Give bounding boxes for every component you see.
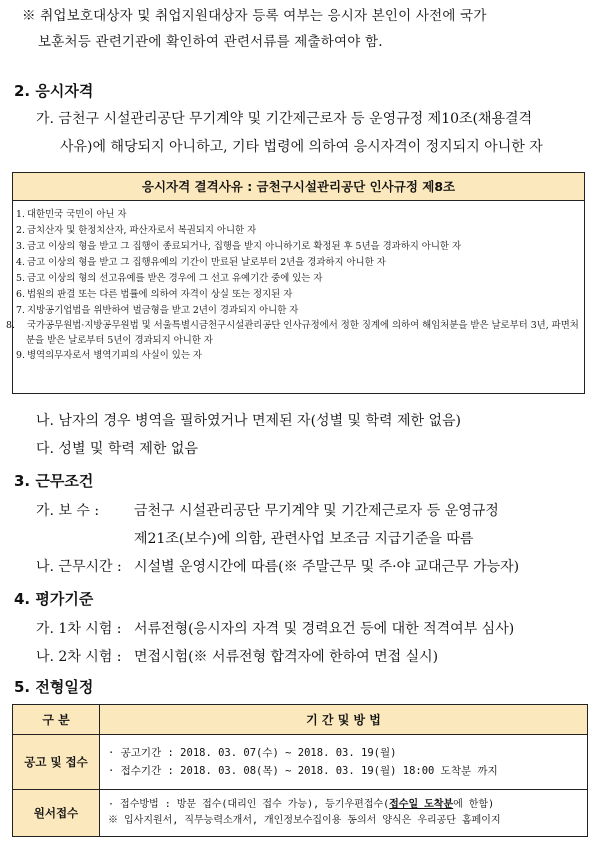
disqualification-item: 1. 대한민국 국민이 아닌 자 [16, 209, 127, 220]
col-category-header: 구 분 [13, 705, 100, 735]
row-body-application [100, 790, 588, 837]
row-body-notice [100, 735, 588, 790]
hours-label: 나. 근무시간 : [36, 559, 122, 575]
arrival-emphasis: 접수일 도착분 [389, 799, 454, 810]
disqualification-item: 4. 금고 이상의 형을 받고 그 집행유예의 기간이 만료된 날로부터 2년을 경과하지 아니한 자 [16, 257, 386, 268]
table-row [13, 735, 588, 790]
disqualification-box-title: 응시자격 결격사유 : 금천구시설관리공단 인사규정 제8조 [13, 173, 584, 201]
round1-label: 가. 1차 시험 : [36, 621, 122, 637]
pay-label: 가. 보 수 : [36, 503, 100, 519]
row-label-notice: 공고 및 접수 [13, 735, 100, 790]
round1-text: 서류전형(응시자의 자격 및 경력요건 등에 대한 적격여부 심사) [134, 621, 515, 637]
col-method-header: 기 간 및 방 법 [100, 705, 588, 735]
disqualification-item: 6. 법원의 판결 또는 다른 법률에 의하여 자격이 상실 또는 정지된 자 [16, 289, 293, 300]
eligibility-item-ga-line-1: 가. 금천구 시설관리공단 무기계약 및 기간제근로자 등 운영규정 제10조(채용결격 [36, 111, 533, 127]
application-method: · 접수방법 : 방문 접수(대리인 접수 가능), 등기우편접수(접수일 도착분에 한함) [108, 799, 495, 810]
round2-text: 면접시험(※ 서류전형 합격자에 한하여 면접 실시) [134, 649, 439, 665]
section-2-heading: 2. 응시자격 [14, 82, 94, 100]
disqualification-list [6, 201, 584, 364]
table-header-row [13, 705, 588, 735]
disqualification-item: 7. 지방공기업법을 위반하여 벌금형을 받고 2년이 경과되지 아니한 자 [16, 305, 299, 316]
application-period: · 접수기간 : 2018. 03. 08(목) ~ 2018. 03. 19(월) 18:00 도착분 까지 [108, 765, 498, 777]
disqualification-item: 5. 금고 이상의 형의 선고유예를 받은 경우에 그 선고 유예기간 중에 있는 자 [16, 273, 323, 284]
row-label-application: 원서접수 [13, 790, 100, 837]
disqualification-item: 9. 병역의무자로서 병역기피의 사실이 있는 자 [16, 350, 202, 361]
note-line-1: ※ 취업보호대상자 및 취업지원대상자 등록 여부는 응시자 본인이 사전에 국가 [22, 8, 487, 24]
disqualification-box [6, 172, 585, 394]
notice-period: · 공고기간 : 2018. 03. 07(수) ~ 2018. 03. 19(월) [108, 747, 397, 759]
round2-label: 나. 2차 시험 : [36, 649, 122, 665]
disqualification-item: 2. 금치산자 및 한정치산자, 파산자로서 복권되지 아니한 자 [16, 225, 257, 236]
pay-line-2: 제21조(보수)에 의함, 관련사업 보조금 지급기준을 따름 [134, 531, 474, 547]
form-note: ※ 입사지원서, 직무능력소개서, 개인정보수집이용 동의서 양식은 우리공단 홈페이지 [108, 815, 501, 826]
eligibility-item-da: 다. 성별 및 학력 제한 없음 [36, 441, 198, 457]
section-4-heading: 4. 평가기준 [14, 590, 94, 608]
disqualification-item: 3. 금고 이상의 형을 받고 그 집행이 종료되거나, 집행을 받지 아니하기로 확정된 후 5년을 경과하지 아니한 자 [16, 241, 461, 252]
eligibility-item-ga-line-2: 사유)에 해당되지 아니하고, 기타 법령에 의하여 응시자격이 정지되지 아니한 자 [60, 139, 543, 155]
table-row [13, 790, 588, 837]
pay-line-1: 금천구 시설관리공단 무기계약 및 기간제근로자 등 운영규정 [134, 503, 499, 519]
section-3-heading: 3. 근무조건 [14, 472, 94, 490]
section-5-heading: 5. 전형일정 [14, 678, 94, 696]
note-line-2: 보훈처등 관련기관에 확인하여 관련서류를 제출하여야 함. [38, 34, 383, 50]
eligibility-item-na: 나. 남자의 경우 병역을 필하였거나 면제된 자(성별 및 학력 제한 없음) [36, 413, 462, 429]
hours-text: 시설별 운영시간에 따름(※ 주말근무 및 주·야 교대근무 가능자) [134, 559, 520, 575]
disqualification-item: 8. 국가공무원법·지방공무원법 및 서울특별시금천구시설관리공단 인사규정에서 정한 징계에 의하여 해임처분을 받은 날로부터 3년, 파면처분을 받은 날로부터 5년이 경과되지 아니한 자 [6, 320, 579, 346]
schedule-table [12, 704, 588, 837]
